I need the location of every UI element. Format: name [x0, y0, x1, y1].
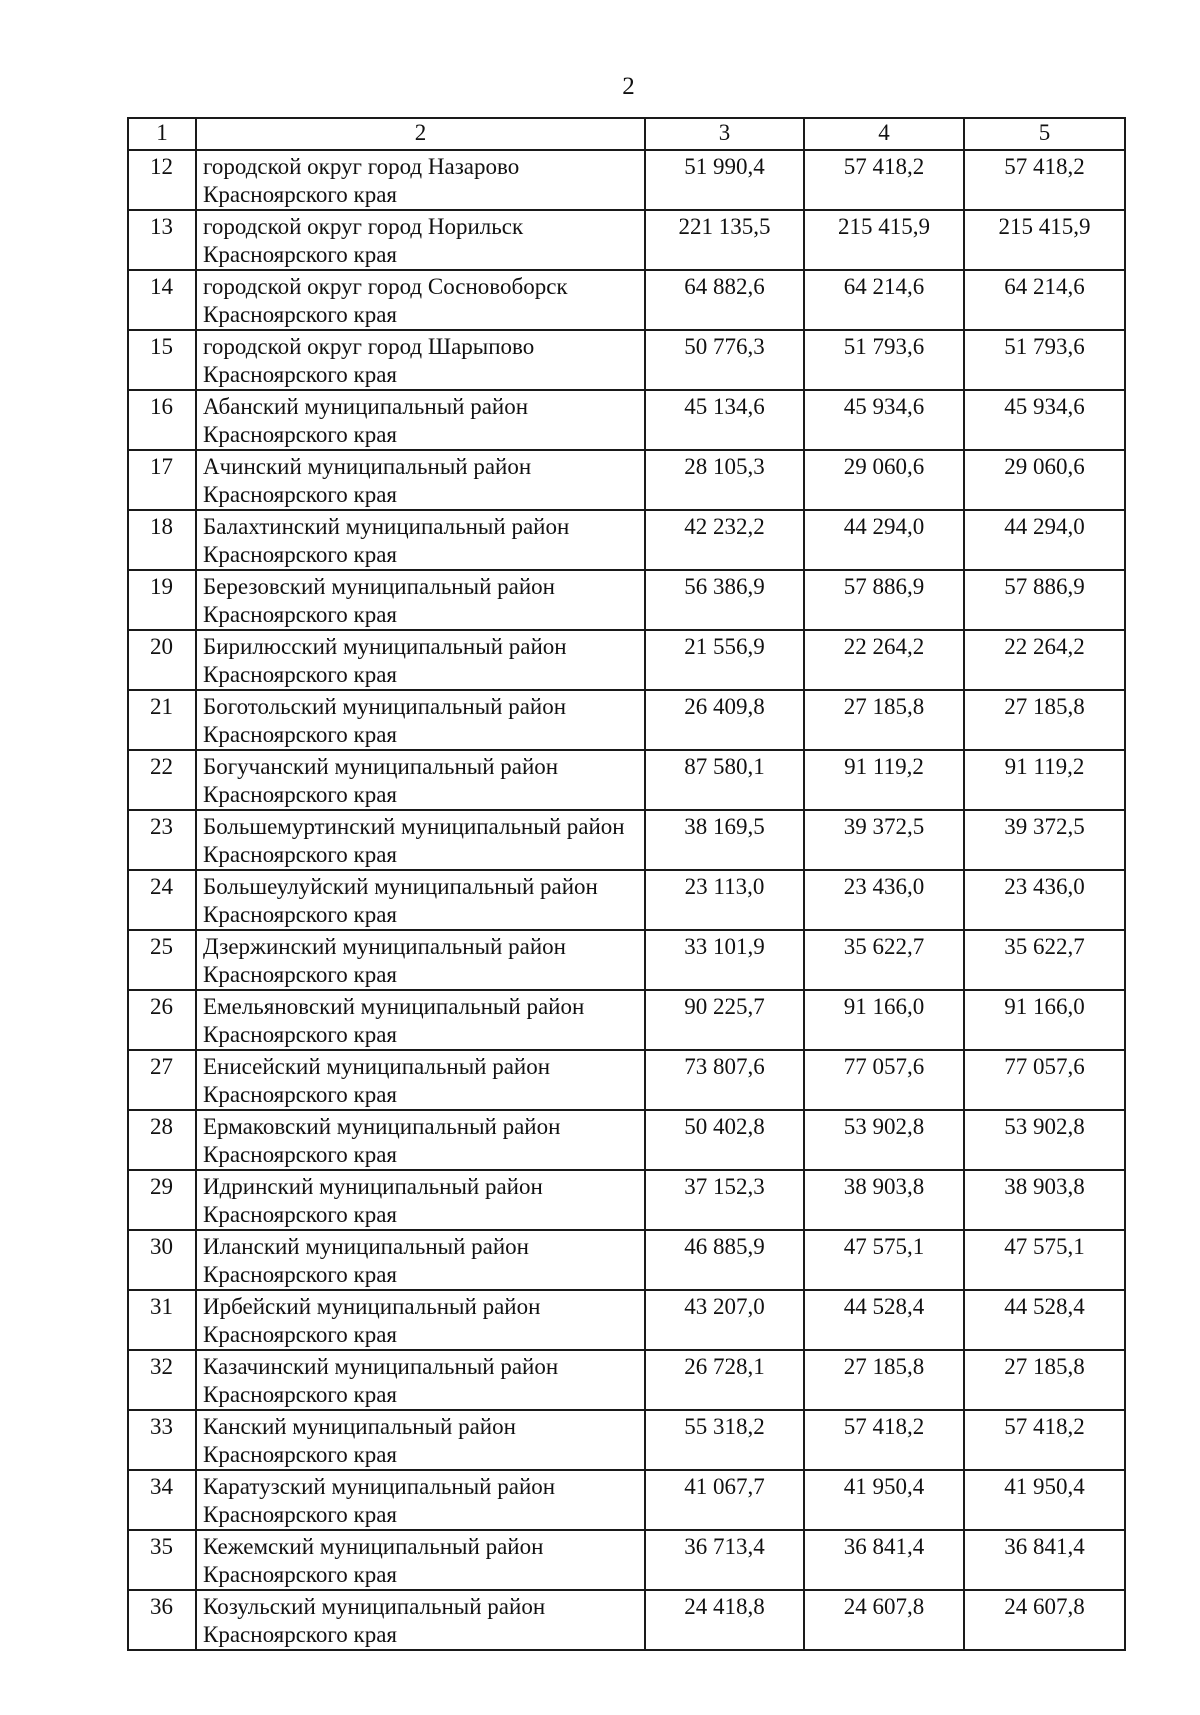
municipality-name: Ирбейский муниципальный район Красноярского края: [196, 1290, 645, 1350]
table-header-row: [128, 118, 1125, 150]
municipality-name: городской округ город Норильск Красноярского края: [196, 210, 645, 270]
column-header-3: 3: [645, 118, 804, 150]
value-col-3: 43 207,0: [645, 1290, 804, 1350]
municipality-name: Балахтинский муниципальный район Красноярского края: [196, 510, 645, 570]
value-col-3: 24 418,8: [645, 1590, 804, 1650]
table-row: [128, 1590, 1125, 1650]
value-col-4: 27 185,8: [804, 690, 964, 750]
row-number: 25: [128, 930, 196, 990]
value-col-4: 47 575,1: [804, 1230, 964, 1290]
row-number: 13: [128, 210, 196, 270]
value-col-4: 91 119,2: [804, 750, 964, 810]
row-number: 35: [128, 1530, 196, 1590]
value-col-3: 36 713,4: [645, 1530, 804, 1590]
row-number: 32: [128, 1350, 196, 1410]
value-col-3: 51 990,4: [645, 150, 804, 210]
value-col-4: 23 436,0: [804, 870, 964, 930]
municipality-name: городской округ город Сосновоборск Красноярского края: [196, 270, 645, 330]
municipality-name: Большемуртинский муниципальный район Красноярского края: [196, 810, 645, 870]
row-number: 23: [128, 810, 196, 870]
value-col-4: 57 418,2: [804, 1410, 964, 1470]
row-number: 31: [128, 1290, 196, 1350]
value-col-4: 51 793,6: [804, 330, 964, 390]
municipality-name: Большеулуйский муниципальный район Красноярского края: [196, 870, 645, 930]
row-number: 22: [128, 750, 196, 810]
municipality-name: Абанский муниципальный район Красноярского края: [196, 390, 645, 450]
value-col-4: 22 264,2: [804, 630, 964, 690]
table-row: [128, 390, 1125, 450]
value-col-3: 26 409,8: [645, 690, 804, 750]
municipality-name: Богучанский муниципальный район Красноярского края: [196, 750, 645, 810]
value-col-5: 51 793,6: [964, 330, 1125, 390]
table-row: [128, 1110, 1125, 1170]
value-col-5: 24 607,8: [964, 1590, 1125, 1650]
municipality-name: Иланский муниципальный район Красноярского края: [196, 1230, 645, 1290]
table-row: [128, 270, 1125, 330]
table-row: [128, 810, 1125, 870]
row-number: 36: [128, 1590, 196, 1650]
municipality-name: Кежемский муниципальный район Красноярского края: [196, 1530, 645, 1590]
value-col-4: 45 934,6: [804, 390, 964, 450]
value-col-4: 91 166,0: [804, 990, 964, 1050]
value-col-3: 28 105,3: [645, 450, 804, 510]
value-col-4: 27 185,8: [804, 1350, 964, 1410]
row-number: 34: [128, 1470, 196, 1530]
value-col-3: 42 232,2: [645, 510, 804, 570]
municipality-name: Козульский муниципальный район Красноярского края: [196, 1590, 645, 1650]
table-row: [128, 1530, 1125, 1590]
value-col-3: 50 776,3: [645, 330, 804, 390]
value-col-3: 37 152,3: [645, 1170, 804, 1230]
value-col-5: 91 119,2: [964, 750, 1125, 810]
municipality-name: городской округ город Шарыпово Красноярского края: [196, 330, 645, 390]
row-number: 30: [128, 1230, 196, 1290]
value-col-4: 44 528,4: [804, 1290, 964, 1350]
row-number: 20: [128, 630, 196, 690]
value-col-5: 215 415,9: [964, 210, 1125, 270]
value-col-3: 64 882,6: [645, 270, 804, 330]
value-col-5: 57 886,9: [964, 570, 1125, 630]
row-number: 27: [128, 1050, 196, 1110]
value-col-3: 46 885,9: [645, 1230, 804, 1290]
column-header-2: 2: [196, 118, 645, 150]
municipality-name: Казачинский муниципальный район Красноярского края: [196, 1350, 645, 1410]
row-number: 18: [128, 510, 196, 570]
allocation-table: [127, 117, 1126, 1651]
table-row: [128, 210, 1125, 270]
table-row: [128, 150, 1125, 210]
value-col-4: 64 214,6: [804, 270, 964, 330]
value-col-5: 53 902,8: [964, 1110, 1125, 1170]
value-col-5: 27 185,8: [964, 1350, 1125, 1410]
value-col-4: 77 057,6: [804, 1050, 964, 1110]
municipality-name: Канский муниципальный район Красноярского края: [196, 1410, 645, 1470]
row-number: 19: [128, 570, 196, 630]
value-col-3: 55 318,2: [645, 1410, 804, 1470]
value-col-3: 90 225,7: [645, 990, 804, 1050]
row-number: 12: [128, 150, 196, 210]
row-number: 33: [128, 1410, 196, 1470]
value-col-4: 29 060,6: [804, 450, 964, 510]
row-number: 17: [128, 450, 196, 510]
municipality-name: Дзержинский муниципальный район Красноярского края: [196, 930, 645, 990]
value-col-4: 35 622,7: [804, 930, 964, 990]
value-col-5: 64 214,6: [964, 270, 1125, 330]
value-col-3: 38 169,5: [645, 810, 804, 870]
value-col-5: 23 436,0: [964, 870, 1125, 930]
column-header-5: 5: [964, 118, 1125, 150]
municipality-name: Каратузский муниципальный район Красноярского края: [196, 1470, 645, 1530]
row-number: 15: [128, 330, 196, 390]
municipality-name: Енисейский муниципальный район Красноярского края: [196, 1050, 645, 1110]
value-col-3: 73 807,6: [645, 1050, 804, 1110]
value-col-5: 44 294,0: [964, 510, 1125, 570]
value-col-5: 22 264,2: [964, 630, 1125, 690]
value-col-4: 57 418,2: [804, 150, 964, 210]
table-row: [128, 570, 1125, 630]
value-col-4: 41 950,4: [804, 1470, 964, 1530]
table-row: [128, 750, 1125, 810]
value-col-4: 38 903,8: [804, 1170, 964, 1230]
table-row: [128, 450, 1125, 510]
value-col-3: 221 135,5: [645, 210, 804, 270]
value-col-4: 36 841,4: [804, 1530, 964, 1590]
row-number: 28: [128, 1110, 196, 1170]
table-row: [128, 1410, 1125, 1470]
table-body: [128, 150, 1125, 1650]
value-col-3: 50 402,8: [645, 1110, 804, 1170]
value-col-5: 35 622,7: [964, 930, 1125, 990]
table-row: [128, 510, 1125, 570]
value-col-3: 87 580,1: [645, 750, 804, 810]
value-col-5: 27 185,8: [964, 690, 1125, 750]
row-number: 21: [128, 690, 196, 750]
column-header-4: 4: [804, 118, 964, 150]
table-row: [128, 630, 1125, 690]
municipality-name: Идринский муниципальный район Красноярского края: [196, 1170, 645, 1230]
table-row: [128, 690, 1125, 750]
value-col-5: 44 528,4: [964, 1290, 1125, 1350]
value-col-3: 26 728,1: [645, 1350, 804, 1410]
value-col-4: 215 415,9: [804, 210, 964, 270]
table-row: [128, 930, 1125, 990]
table-row: [128, 1170, 1125, 1230]
row-number: 29: [128, 1170, 196, 1230]
value-col-3: 45 134,6: [645, 390, 804, 450]
municipality-name: городской округ город Назарово Красноярского края: [196, 150, 645, 210]
page-number: 2: [622, 73, 635, 100]
value-col-4: 39 372,5: [804, 810, 964, 870]
value-col-4: 53 902,8: [804, 1110, 964, 1170]
value-col-5: 39 372,5: [964, 810, 1125, 870]
table-row: [128, 1230, 1125, 1290]
table-row: [128, 1470, 1125, 1530]
column-header-1: 1: [128, 118, 196, 150]
value-col-5: 36 841,4: [964, 1530, 1125, 1590]
value-col-5: 29 060,6: [964, 450, 1125, 510]
value-col-5: 77 057,6: [964, 1050, 1125, 1110]
row-number: 24: [128, 870, 196, 930]
row-number: 26: [128, 990, 196, 1050]
value-col-5: 45 934,6: [964, 390, 1125, 450]
value-col-3: 41 067,7: [645, 1470, 804, 1530]
value-col-3: 56 386,9: [645, 570, 804, 630]
municipality-name: Ачинский муниципальный район Красноярского края: [196, 450, 645, 510]
table-row: [128, 870, 1125, 930]
table-row: [128, 330, 1125, 390]
value-col-5: 57 418,2: [964, 1410, 1125, 1470]
value-col-5: 41 950,4: [964, 1470, 1125, 1530]
municipality-name: Емельяновский муниципальный район Красноярского края: [196, 990, 645, 1050]
table-row: [128, 1350, 1125, 1410]
municipality-name: Березовский муниципальный район Красноярского края: [196, 570, 645, 630]
municipality-name: Ермаковский муниципальный район Красноярского края: [196, 1110, 645, 1170]
value-col-5: 91 166,0: [964, 990, 1125, 1050]
value-col-3: 33 101,9: [645, 930, 804, 990]
value-col-5: 38 903,8: [964, 1170, 1125, 1230]
municipality-name: Боготольский муниципальный район Красноярского края: [196, 690, 645, 750]
municipality-name: Бирилюсский муниципальный район Красноярского края: [196, 630, 645, 690]
value-col-4: 44 294,0: [804, 510, 964, 570]
table-row: [128, 1050, 1125, 1110]
row-number: 16: [128, 390, 196, 450]
value-col-3: 23 113,0: [645, 870, 804, 930]
value-col-5: 47 575,1: [964, 1230, 1125, 1290]
table-row: [128, 1290, 1125, 1350]
row-number: 14: [128, 270, 196, 330]
value-col-3: 21 556,9: [645, 630, 804, 690]
value-col-5: 57 418,2: [964, 150, 1125, 210]
value-col-4: 57 886,9: [804, 570, 964, 630]
value-col-4: 24 607,8: [804, 1590, 964, 1650]
table-row: [128, 990, 1125, 1050]
